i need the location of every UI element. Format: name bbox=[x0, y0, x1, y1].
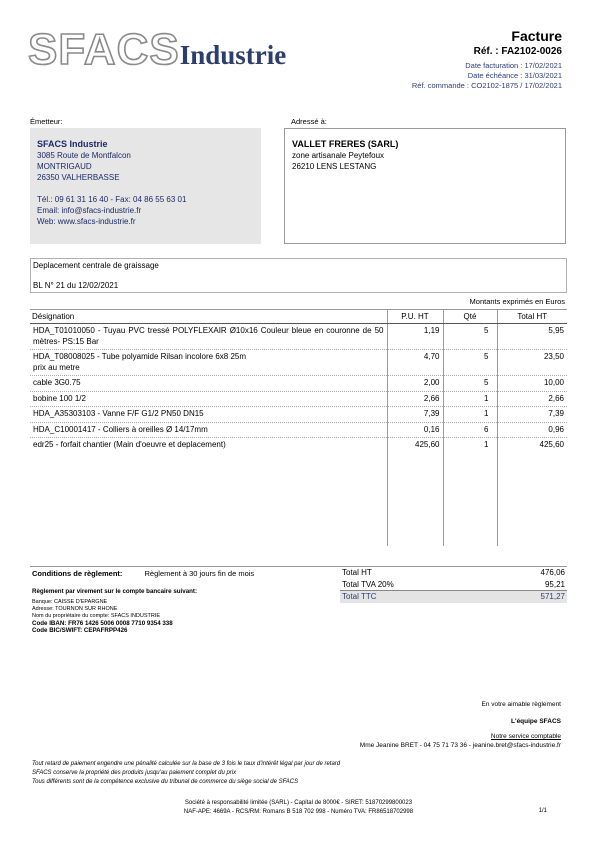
row-qty: 1 bbox=[443, 391, 497, 407]
conditions-value: Règlement à 30 jours fin de mois bbox=[144, 569, 255, 578]
row-pu: 2,66 bbox=[387, 391, 443, 407]
signature-block bbox=[360, 700, 561, 750]
recipient-name: VALLET FRERES (SARL) bbox=[292, 139, 399, 149]
emitter-name: SFACS Industrie bbox=[37, 139, 108, 149]
emitter-phone: Tél.: 09 61 31 16 40 - Fax: 04 86 55 63 01 bbox=[37, 195, 187, 204]
table-row bbox=[30, 422, 567, 438]
ref-commande: Réf. commande : CO2102-1875 / 17/02/2021 bbox=[411, 81, 562, 90]
legal-notice bbox=[32, 760, 340, 787]
total-ttc-value: 571,27 bbox=[540, 592, 565, 601]
total-ttc-label: Total TTC bbox=[342, 592, 377, 601]
emitter-email: Email: info@sfacs-industrie.fr bbox=[37, 206, 142, 215]
emitter-address2: MONTRIGAUD bbox=[37, 162, 92, 171]
row-pu: 0,16 bbox=[387, 422, 443, 438]
logo-industrie-text: Industrie bbox=[179, 40, 287, 70]
conditions-label: Conditions de règlement: bbox=[32, 569, 123, 578]
signature-team: L'équipe SFACS bbox=[511, 718, 561, 725]
table-row bbox=[30, 391, 567, 407]
row-pu: 4,70 bbox=[387, 350, 443, 376]
row-designation bbox=[30, 350, 387, 376]
table-row bbox=[30, 350, 567, 376]
footer-line1: Société à responsabilité limitée (SARL) - Capital de 8000€ - SIRET: 51870299800023 bbox=[184, 800, 413, 806]
row-pu: 425,60 bbox=[387, 438, 443, 547]
total-tva-row bbox=[340, 579, 567, 591]
logo-sfacs-text: SFACS bbox=[28, 25, 180, 74]
header-designation: Désignation bbox=[30, 310, 387, 324]
amounts-note: Montants exprimés en Euros bbox=[469, 297, 565, 306]
total-ht-value: 476,06 bbox=[540, 568, 565, 577]
emitter-box bbox=[30, 128, 261, 244]
row-designation: bobine 100 1/2 bbox=[30, 391, 387, 407]
row-designation: edr25 - forfait chantier (Main d'oeuvre et deplacement) bbox=[30, 438, 387, 547]
row-designation: HDA_T01010050 - Tuyau PVC tressé POLYFLEXAIR Ø10x16 Couleur bleue en couronne de 50 mètres- PS:15 Bar bbox=[30, 324, 387, 350]
row-qty: 5 bbox=[443, 350, 497, 376]
table-row bbox=[30, 324, 567, 350]
recipient-label: Adressé à: bbox=[291, 117, 327, 126]
emitter-address3: 26350 VALHERBASSE bbox=[37, 173, 120, 182]
payment-conditions bbox=[32, 569, 254, 578]
row-total: 0,96 bbox=[497, 422, 567, 438]
bank-bic: Code BIC/SWIFT: CEPAFRPP426 bbox=[32, 627, 128, 634]
row-designation-line2: prix au metre bbox=[33, 362, 80, 372]
row-total: 425,60 bbox=[539, 440, 564, 449]
description-line1: Deplacement centrale de graissage bbox=[33, 261, 159, 270]
total-ht-label: Total HT bbox=[342, 568, 372, 577]
total-tva-label: Total TVA 20% bbox=[342, 579, 394, 589]
recipient-address2: 26210 LENS LESTANG bbox=[292, 162, 377, 171]
invoice-title: Facture bbox=[511, 28, 562, 44]
invoice-header bbox=[412, 28, 562, 91]
header-total: Total HT bbox=[497, 310, 567, 324]
row-designation: cable 3G0.75 bbox=[30, 376, 387, 392]
date-echeance: Date échéance : 31/03/2021 bbox=[467, 71, 562, 80]
table-row bbox=[30, 438, 567, 547]
footer-line2: NAF-APE: 4669A - RCS/RM: Romans B 518 702 998 - Numéro TVA: FR86518702998 bbox=[183, 809, 414, 815]
table-header-row bbox=[30, 310, 567, 324]
total-tva-value: 95,21 bbox=[544, 579, 565, 589]
row-qty: 6 bbox=[443, 422, 497, 438]
bank-title: Règlement par virement sur le compte bancaire suivant: bbox=[32, 588, 198, 595]
page-number: 1/1 bbox=[538, 808, 547, 814]
row-qty: 5 bbox=[443, 324, 497, 350]
table-row bbox=[30, 407, 567, 423]
bank-details bbox=[32, 588, 197, 634]
emitter-label: Émetteur: bbox=[30, 117, 63, 126]
row-total: 5,95 bbox=[497, 324, 567, 350]
row-qty: 1 bbox=[443, 407, 497, 423]
emitter-web: Web: www.sfacs-industrie.fr bbox=[37, 217, 136, 226]
invoice-ref: Réf. : FA2102-0026 bbox=[473, 46, 562, 57]
bank-address: Adresse: TOURNON SUR RHONE bbox=[32, 606, 118, 612]
row-total: 2,66 bbox=[497, 391, 567, 407]
description-box bbox=[30, 258, 567, 293]
page-footer bbox=[30, 799, 567, 817]
invoice-dates bbox=[412, 61, 562, 91]
row-qty: 5 bbox=[443, 376, 497, 392]
total-ttc-row bbox=[340, 590, 567, 603]
row-pu: 1,19 bbox=[387, 324, 443, 350]
description-line2: BL N° 21 du 12/02/2021 bbox=[33, 281, 119, 290]
header-qty: Qté bbox=[443, 310, 497, 324]
bank-name: Banque: CAISSE D'EPARGNE bbox=[32, 599, 108, 605]
row-designation: HDA_A35303103 - Vanne F/F G1/2 PN50 DN15 bbox=[30, 407, 387, 423]
row-designation-line1: HDA_T08008025 - Tube polyamide Rilsan incolore 6x8 25m bbox=[33, 352, 247, 361]
header-pu: P.U. HT bbox=[387, 310, 443, 324]
items-table bbox=[30, 309, 567, 546]
legal-line3: Tous différents sont de la compétence exclusive du tribunal de commerce du siège social de SFACS bbox=[32, 779, 299, 785]
row-total: 23,50 bbox=[497, 350, 567, 376]
date-facturation: Date facturation : 17/02/2021 bbox=[465, 61, 562, 70]
table-row bbox=[30, 376, 567, 392]
row-pu: 2,00 bbox=[387, 376, 443, 392]
recipient-box bbox=[284, 128, 566, 244]
emitter-address1: 3085 Route de Montfalcon bbox=[37, 151, 131, 160]
signature-contact: Mme Jeanine BRET - 04 75 71 73 36 - jeanine.bret@sfacs-industrie.fr bbox=[359, 742, 561, 749]
signature-greeting: En votre aimable règlement bbox=[481, 701, 561, 708]
row-designation: HDA_C10001417 - Colliers à oreilles Ø 14/17mm bbox=[30, 422, 387, 438]
signature-service: Notre service comptable bbox=[490, 733, 561, 740]
bank-owner: Nom du propriétaire du compte: SFACS INDUSTRIE bbox=[32, 613, 161, 619]
row-total: 7,39 bbox=[497, 407, 567, 423]
totals-block bbox=[340, 567, 567, 603]
legal-line2: SFACS conserve la propriété des produits jusqu'au paiement complet du prix bbox=[32, 770, 237, 776]
recipient-address1: zone artisanale Peytefoux bbox=[292, 151, 385, 160]
row-total: 10,00 bbox=[497, 376, 567, 392]
company-logo bbox=[28, 25, 328, 90]
legal-line1: Tout retard de paiement engendre une pénalité calculée sur la base de 3 fois le taux d'intérêt légal par jour de retard bbox=[32, 761, 341, 767]
row-qty: 1 bbox=[443, 438, 497, 547]
total-ht-row bbox=[340, 567, 567, 579]
row-pu: 7,39 bbox=[387, 407, 443, 423]
bank-iban: Code IBAN: FR76 1426 5006 0008 7710 9354 338 bbox=[32, 620, 173, 627]
